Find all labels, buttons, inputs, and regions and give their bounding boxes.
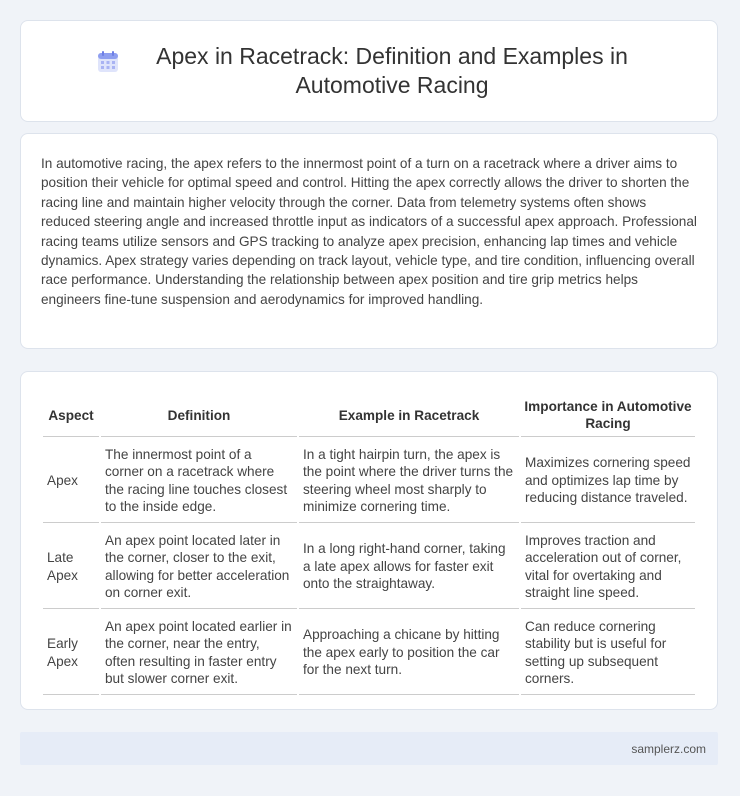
table-row [43,611,695,695]
cell-importance: Improves traction and acceleration out of corner, vital for overtaking and straight line speed. [521,525,695,609]
cell-aspect: Early Apex [43,611,99,695]
cell-aspect: Apex [43,439,99,523]
table-header-row [43,394,695,437]
footer [20,732,718,765]
header-importance: Importance in Automotive Racing [521,394,695,437]
apex-table [41,392,697,697]
cell-importance: Maximizes cornering speed and optimizes lap time by reducing distance traveled. [521,439,695,523]
title-card [20,20,718,122]
cell-aspect: Late Apex [43,525,99,609]
header-aspect: Aspect [43,394,99,437]
header-definition: Definition [101,394,297,437]
table-card [20,371,718,710]
intro-paragraph: In automotive racing, the apex refers to the innermost point of a turn on a racetrack where a driver aims to position their vehicle for optimal speed and control. Hitting the apex correctly allows the driver to shorten the racing line and maintain higher velocity through the corner. Data from telemetry systems often shows reduced steering angle and increased throttle input as indicators of a successful apex approach. Professional racing teams utilize sensors and GPS tracking to analyze apex precision, enhancing lap times and vehicle dynamics. Apex strategy varies depending on track layout, vehicle type, and tire condition, influencing overall race performance. Understanding the relationship between apex position and tire grip metrics helps engineers fine-tune suspension and aerodynamics for improved handling. [41,156,697,307]
intro-card [20,133,718,349]
cell-definition: The innermost point of a corner on a racetrack where the racing line touches closest to the inside edge. [101,439,297,523]
cell-example: In a long right-hand corner, taking a late apex allows for faster exit onto the straightaway. [299,525,519,609]
table-row [43,439,695,523]
cell-importance: Can reduce cornering stability but is useful for setting up subsequent corners. [521,611,695,695]
calendar-icon [96,50,120,74]
cell-example: Approaching a chicane by hitting the apex early to position the car for the next turn. [299,611,519,695]
table-row [43,525,695,609]
footer-site-link[interactable]: samplerz.com [631,741,706,756]
header-example: Example in Racetrack [299,394,519,437]
cell-definition: An apex point located later in the corner, closer to the exit, allowing for better acceleration on corner exit. [101,525,297,609]
cell-example: In a tight hairpin turn, the apex is the point where the driver turns the steering wheel most sharply to minimize cornering time. [299,439,519,523]
cell-definition: An apex point located earlier in the corner, near the entry, often resulting in faster entry but slower corner exit. [101,611,297,695]
page-title: Apex in Racetrack: Definition and Examples in Automotive Racing [156,43,628,98]
